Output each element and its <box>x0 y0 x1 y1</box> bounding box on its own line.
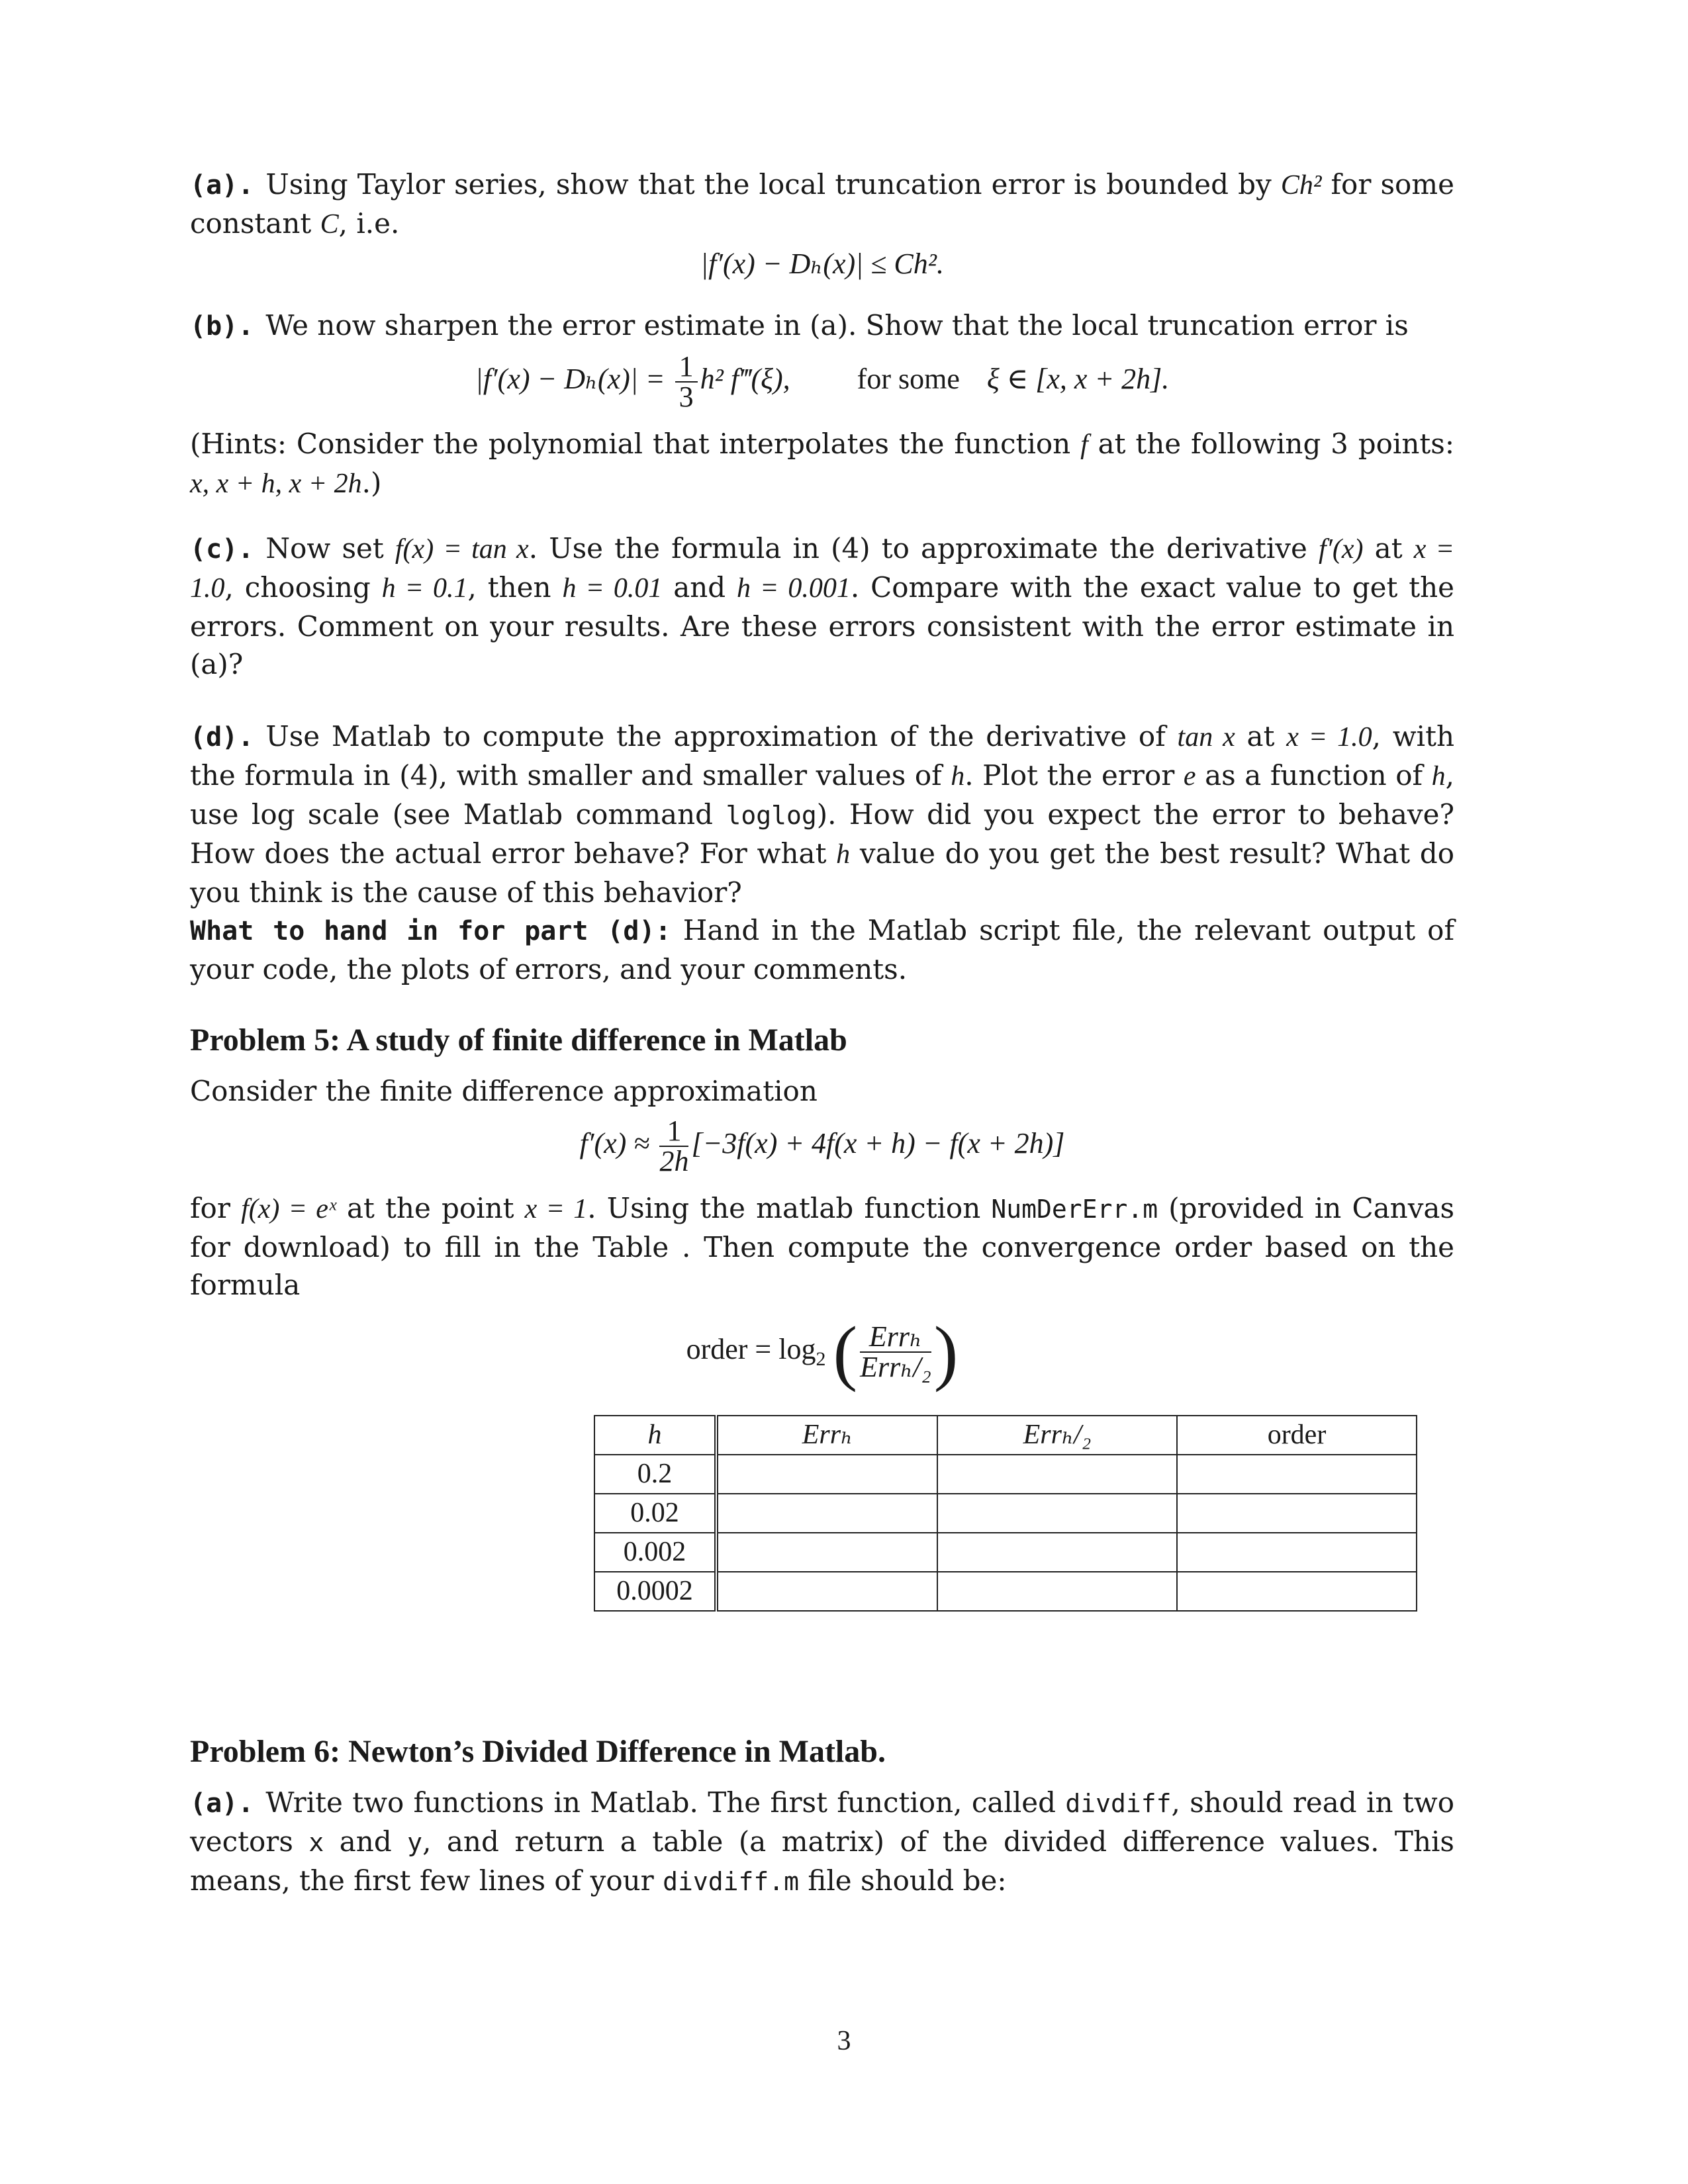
table-row: 0.2 <box>594 1455 1417 1494</box>
problem-6a-paragraph: (a). Write two functions in Matlab. The first function, called divdiff, should read in two vectors x and y, and return a table (a matrix) of the divided difference values. This means, the first few lines of your divdiff.m file should be: <box>190 1786 1454 1897</box>
order-fraction: $\frac{\text{Errₕ}}{\text{Errₕ/₂}}$ <box>860 1320 931 1383</box>
part-b-display-equation: |f′(x) − Dₕ(x)| = $\frac{1}{3}$ h² f‴(ξ), for some ξ ∈ [x, x + 2h]. <box>475 350 1170 413</box>
order-formula: order = $\log_2$ ( $\frac{\text{Errₕ}}{\text{Errₕ/₂}}$ ) <box>686 1312 959 1392</box>
problem-5-text: for f(x) = eˣ at the point x = 1. Using the matlab function NumDerErr.m (provided in Canvas for download) to fill in the Table . Then compute the convergence order based on the formula <box>190 1192 1455 1301</box>
numdererr-function: NumDerErr.m <box>991 1195 1158 1224</box>
table-row: 0.02 <box>594 1494 1417 1533</box>
part-a-label: (a). <box>190 170 254 201</box>
problem-6-heading: Problem 6: Newton’s Divided Difference in Matlab. <box>190 1734 886 1769</box>
table-header-errh2: Errₕ/₂ <box>937 1416 1177 1455</box>
loglog-command: loglog <box>726 801 817 830</box>
problem-5-intro: Consider the finite difference approximation <box>190 1075 818 1107</box>
hand-in-label: What to hand in for part (d): <box>190 916 671 946</box>
part-c-label: (c). <box>190 534 254 565</box>
problem-6a-label: (a). <box>190 1788 254 1819</box>
part-d-paragraph: (d). Use Matlab to compute the approximation of the derivative of tan x at x = 1.0, with the formula in (4), with smaller and smaller values of h. Plot the error e as a function of h, use log scale (see Matlab command loglog). How did you expect the error to behave? How does the actual error behave? For what h value do you get the best result? What do you think is the cause of this behavior? <box>190 720 1455 909</box>
part-c-paragraph: (c). Now set f(x) = tan x. Use the formula in (4) to approximate the derivative f′(x) at x = 1.0, choosing h = 0.1, then h = 0.01 and h = 0.001. Compare with the exact value to get the errors. Comment on your results. Are these errors consistent with the error estimate in (a)? <box>190 532 1455 680</box>
error-table <box>594 1415 1417 1612</box>
table-row: 0.0002 <box>594 1572 1417 1611</box>
part-a-paragraph: (a). Using Taylor series, show that the local truncation error is bounded by Ch² for some constant C, i.e. <box>190 168 1454 240</box>
part-b-label: (b). <box>190 311 254 341</box>
page-content <box>190 165 1454 1901</box>
table-container <box>190 1415 1454 1666</box>
table-header-h: h <box>594 1416 716 1455</box>
problem-5-heading: Problem 5: A study of finite difference in Matlab <box>190 1023 847 1058</box>
part-d-label: (d). <box>190 722 254 752</box>
problem-5-formula: f′(x) ≈ $\frac{1}{2h}$ [−3f(x) + 4f(x + h) − f(x + 2h)] <box>579 1115 1065 1177</box>
table-header-order: order <box>1177 1416 1417 1455</box>
table-row: 0.002 <box>594 1533 1417 1572</box>
part-d-hand-in: What to hand in for part (d): Hand in the Matlab script file, the relevant output of your code, the plots of errors, and your comments. <box>190 914 1454 985</box>
page-number: 3 <box>837 2026 851 2056</box>
part-b-fraction: $\frac{1}{3}$ <box>675 352 698 412</box>
part-b-paragraph: (b). We now sharpen the error estimate in (a). Show that the local truncation error is <box>190 309 1409 341</box>
problem-5-fraction: $\frac{1}{2h}$ <box>659 1115 689 1177</box>
table-header-row <box>594 1416 1417 1455</box>
part-a-display-equation: |f′(x) − Dₕ(x)| ≤ Ch². <box>700 248 944 280</box>
table-header-errh: Errₕ <box>716 1416 937 1455</box>
part-b-hint: (Hints: Consider the polynomial that interpolates the function f at the following 3 points: x, x + h, x + 2h.) <box>190 428 1454 499</box>
